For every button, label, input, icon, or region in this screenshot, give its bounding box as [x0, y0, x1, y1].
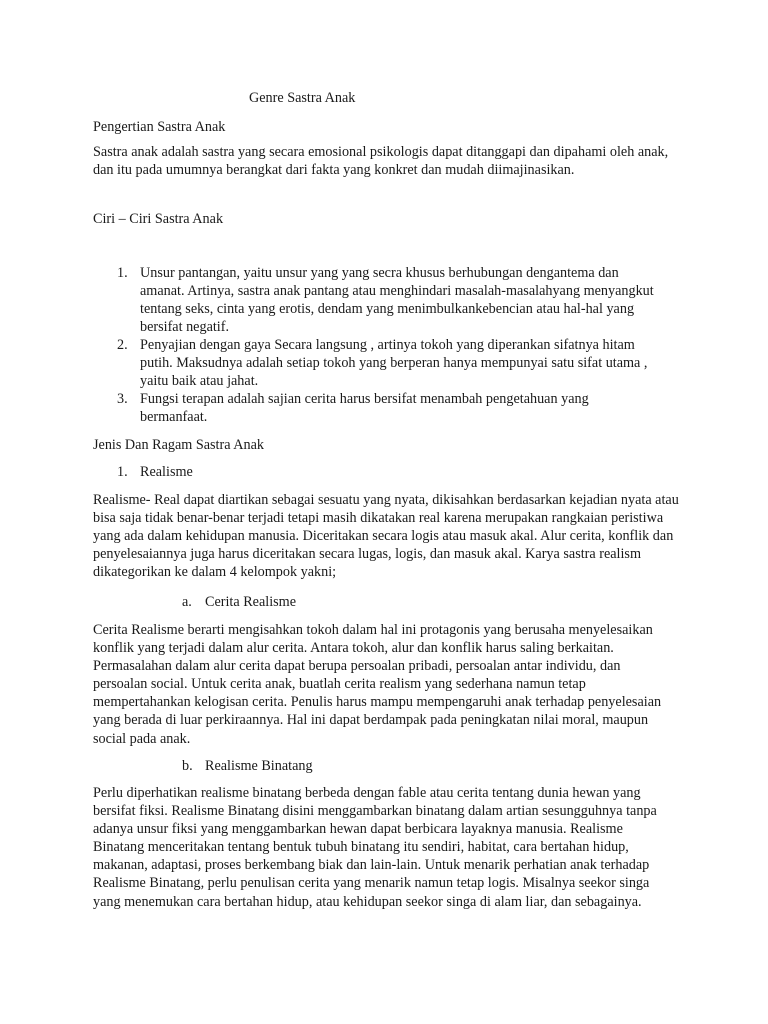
paragraph-cerita-realisme: Cerita Realisme berarti mengisahkan tokoh dalam hal ini protagonis yang berusaha menyelesaikan konflik yang terjadi dalam alur cerita. Antara tokoh, alur dan konflik harus saling berkaitan. Permasalahan dalam alur cerita dapat berupa persoalan pribadi, persoalan antar individu, dan persoalan social. Untuk cerita anak, buatlah cerita realism yang sederhana namun tetap mempertahankan kelogisan cerita. Penulis harus mampu mempengaruhi anak terhadap penyelesaian yang berada di luar perkiraannya. Hal ini dapat berdampak pada peningkatan nilai moral, maupun social pada anak. [93, 622, 662, 747]
list-item-text: Fungsi terapan adalah sajian cerita harus bersifat menambah pengetahuan yang bermanfaat. [140, 391, 589, 426]
document-title: Genre Sastra Anak [249, 90, 356, 106]
list-item-number: 1. [117, 464, 128, 480]
heading-jenis: Jenis Dan Ragam Sastra Anak [93, 437, 265, 453]
subheading-label: Realisme Binatang [205, 758, 313, 774]
list-item-text: Penyajian dengan gaya Secara langsung , artinya tokoh yang diperankan sifatnya hitam putih. Maksudnya adalah setiap tokoh yang berperan hanya mempunyai satu sifat utama , yaitu baik atau jahat. [140, 337, 648, 390]
list-item-number: 2. [117, 337, 128, 353]
paragraph-realisme-binatang: Perlu diperhatikan realisme binatang berbeda dengan fable atau cerita tentang dunia hewan yang bersifat fiksi. Realisme Binatang disini menggambarkan binatang dalam artian sesungguhnya tanpa adanya unsur fiksi yang menggambarkan hewan dapat berbicara layaknya manusia. Realisme Binatang menceritakan tentang bentuk tubuh binatang itu sendiri, habitat, cara bertahan hidup, makanan, adaptasi, proses berkembang biak dan lain-lain. Untuk menarik perhatian anak terhadap Realisme Binatang, perlu penulisan cerita yang menarik namun tetap logis. Misalnya seekor singa yang menemukan cara bertahan hidup, atau kehidupan seekor singa di alam liar, dan sebagainya. [93, 785, 657, 910]
subheading-label: Cerita Realisme [205, 594, 297, 610]
list-item-number: 1. [117, 265, 128, 281]
list-item-number: 3. [117, 391, 128, 407]
paragraph-realisme: Realisme- Real dapat diartikan sebagai sesuatu yang nyata, dikisahkan berdasarkan kejadian nyata atau bisa saja tidak benar-benar terjadi tetapi masih dikatakan real karena merupakan rangkaian peristiwa yang ada dalam kehidupan manusia. Diceritakan secara logis atau masuk akal. Alur cerita, konflik dan penyelesaiannya juga harus diceritakan secara lugas, logis, dan masuk akal. Karya sastra realism dikategorikan ke dalam 4 kelompok yakni; [93, 492, 679, 581]
list-item-text: Realisme [140, 464, 193, 480]
subheading-letter: b. [182, 758, 193, 774]
list-item-text: Unsur pantangan, yaitu unsur yang yang secra khusus berhubungan dengantema dan amanat. Artinya, sastra anak pantang atau menghindari masalah-masalahyang menyangkut tentang seks, cinta yang erotis, dendam yang menimbulkankebencian atau hal-hal yang bersifat negatif. [140, 265, 654, 336]
heading-pengertian: Pengertian Sastra Anak [93, 119, 226, 135]
subheading-letter: a. [182, 594, 192, 610]
heading-ciri: Ciri – Ciri Sastra Anak [93, 211, 224, 227]
paragraph-pengertian: Sastra anak adalah sastra yang secara emosional psikologis dapat ditanggapi dan dipahami oleh anak, dan itu pada umumnya berangkat dari fakta yang konkret dan mudah diimajinasikan. [93, 144, 669, 179]
